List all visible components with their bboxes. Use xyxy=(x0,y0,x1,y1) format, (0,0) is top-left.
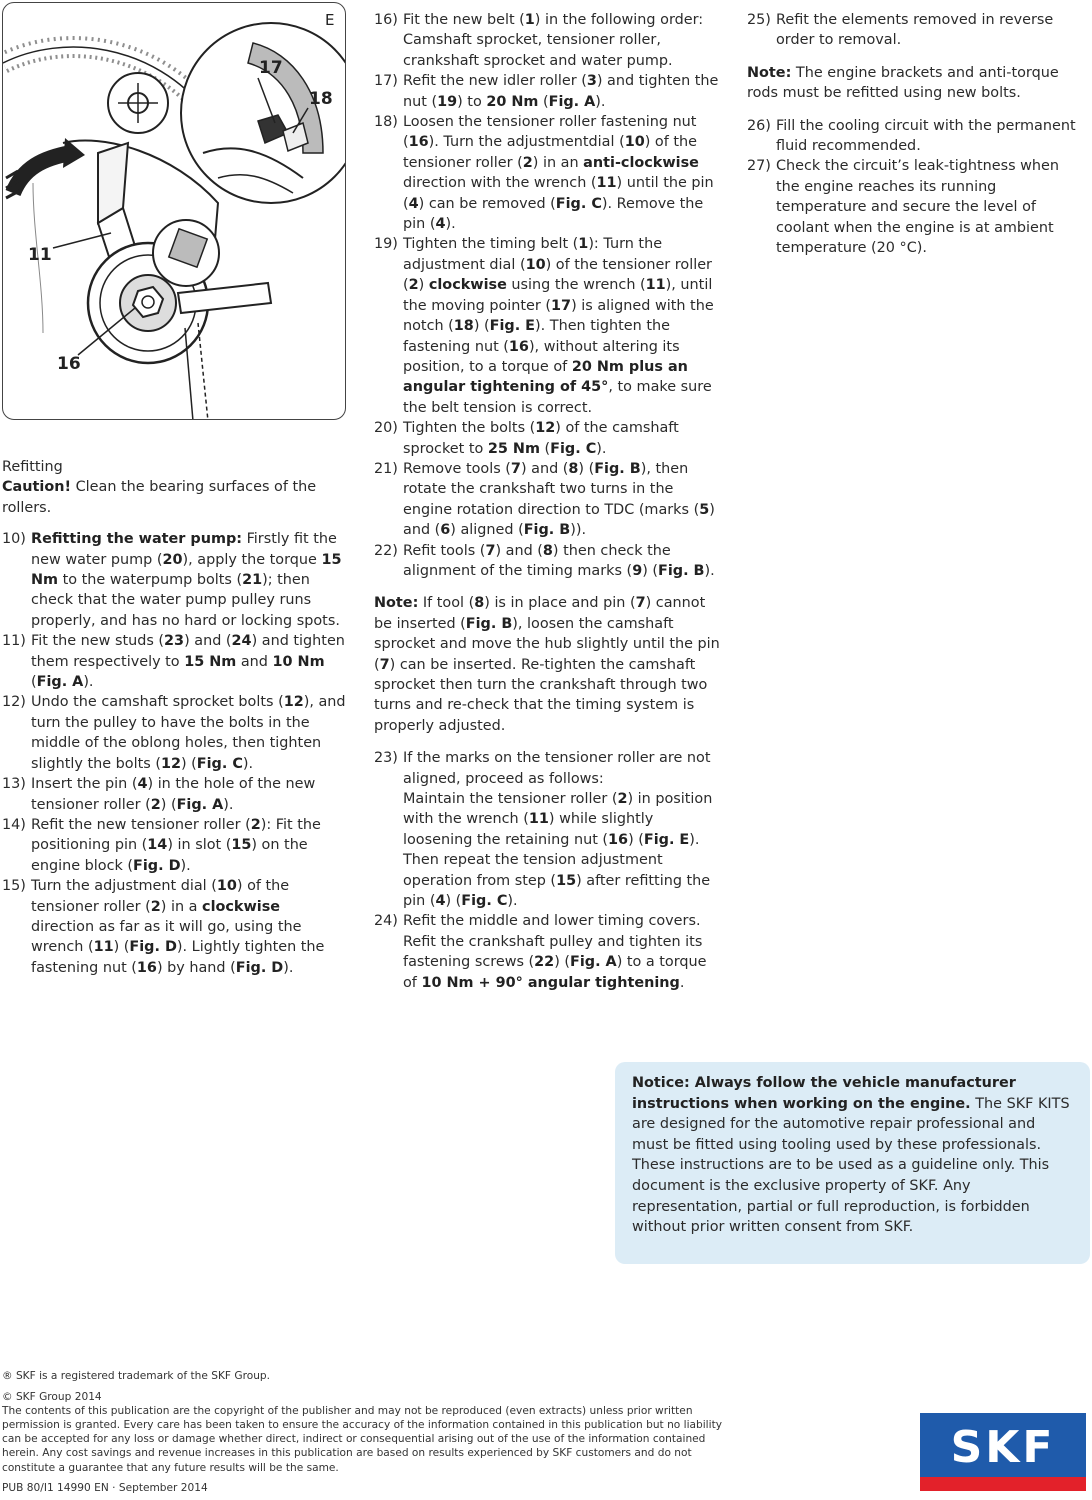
body-text: ). Remove the pin ( xyxy=(403,195,704,233)
body-text: ) in an xyxy=(532,154,584,171)
step-27 xyxy=(747,156,1087,258)
emphasis-text: Refitting the water pump: xyxy=(31,531,242,548)
body-text: ). xyxy=(596,440,607,457)
emphasis-text: 10 Nm xyxy=(272,653,325,670)
emphasis-text: 19 xyxy=(437,93,458,110)
body-text: ) until the pin ( xyxy=(403,175,714,212)
footer xyxy=(2,1369,722,1495)
step-text xyxy=(403,461,715,538)
step-number: 24) xyxy=(374,913,398,930)
body-text: ) in the following order: Camshaft sprocket, tensioner roller, crankshaft sprocket and water pump. xyxy=(403,12,704,69)
body-text: . xyxy=(679,974,685,991)
body-text: ). xyxy=(242,755,254,772)
body-text: ) ( xyxy=(113,939,130,956)
body-text: ) can be removed ( xyxy=(418,195,556,212)
emphasis-text: 25 Nm xyxy=(487,440,540,457)
body-text: Refit the new tensioner roller ( xyxy=(31,816,251,833)
callout-16: 16 xyxy=(57,354,81,374)
step-text xyxy=(776,12,1053,48)
step-11 xyxy=(2,631,346,692)
emphasis-text: 12 xyxy=(283,694,304,711)
body-text: ) and tighten the nut ( xyxy=(403,73,719,110)
caution-body: Clean the bearing surfaces of the rollers. xyxy=(2,479,317,516)
body-text: ). xyxy=(180,857,191,874)
body-text: ) and ( xyxy=(520,460,569,477)
step-14 xyxy=(2,815,346,876)
steps-list-left xyxy=(2,529,346,978)
emphasis-text: Fig. D xyxy=(235,959,284,976)
emphasis-text: 2 xyxy=(522,154,533,171)
emphasis-text: Fig. C xyxy=(461,893,508,910)
emphasis-text: 2 xyxy=(250,816,261,833)
body-text: ). Turn the adjustmentdial ( xyxy=(428,134,625,151)
emphasis-text: Fig. D xyxy=(133,857,181,874)
step-24 xyxy=(374,911,720,993)
emphasis-text: Fig. A xyxy=(176,796,224,813)
note-tool-8 xyxy=(374,593,720,736)
note-engine-brackets xyxy=(747,63,1087,104)
body-text: ) ( xyxy=(445,893,462,910)
body-text: ). xyxy=(83,674,94,691)
emphasis-text: 16 xyxy=(608,831,629,848)
step-number: 20) xyxy=(374,420,398,437)
column-left xyxy=(2,457,346,978)
callout-11: 11 xyxy=(28,245,52,265)
step-10 xyxy=(2,529,346,631)
emphasis-text: 14 xyxy=(147,837,168,854)
emphasis-text: 23 xyxy=(164,633,185,650)
publication-number: PUB 80/I1 14990 EN · September 2014 xyxy=(2,1481,208,1494)
emphasis-text: 16 xyxy=(508,338,529,355)
body-text: Fit the new studs ( xyxy=(31,633,165,650)
step-16 xyxy=(374,10,720,71)
emphasis-text: 11 xyxy=(528,811,549,828)
emphasis-text: 17 xyxy=(551,297,572,314)
step-23 xyxy=(374,748,720,911)
body-text: If tool ( xyxy=(418,595,475,612)
trademark-text: ® SKF is a registered trademark of the SKF Group. xyxy=(2,1370,271,1382)
body-text: ). Then tighten the fastening nut ( xyxy=(403,318,670,355)
body-text: ) in slot ( xyxy=(167,837,232,854)
body-text: ) of the camshaft sprocket to xyxy=(403,420,679,457)
step-number: 17) xyxy=(374,73,398,90)
emphasis-text: 7 xyxy=(510,460,521,477)
skf-logo-graphic xyxy=(920,1413,1086,1491)
emphasis-text: 18 xyxy=(453,318,474,335)
emphasis-text: 6 xyxy=(440,522,451,539)
body-text: to the waterpump bolts ( xyxy=(58,572,243,589)
body-text: ) to xyxy=(457,93,487,110)
emphasis-text: 12 xyxy=(535,420,556,437)
emphasis-text: Fig. C xyxy=(196,755,243,772)
body-text: ); then check that the water pump pulley runs properly, and has no hard or locking spots. xyxy=(31,572,340,629)
body-text: ). xyxy=(445,216,456,233)
body-text: using the wrench ( xyxy=(506,277,646,294)
step-number: 14) xyxy=(2,816,26,833)
body-text: ), then rotate the crankshaft two turns in the engine rotation direction to TDC (marks ( xyxy=(403,460,700,518)
body-text: ( xyxy=(538,93,549,110)
figure-label: E xyxy=(325,11,335,29)
emphasis-text: Fig. A xyxy=(36,674,84,691)
emphasis-text: Fig. E xyxy=(489,318,536,335)
steps-list-right xyxy=(747,10,1087,51)
logo-red-bar xyxy=(920,1477,1086,1491)
step-text xyxy=(31,531,342,629)
step-number: 13) xyxy=(2,776,26,793)
tensioner-illustration xyxy=(3,3,346,420)
body-text: Loosen the tensioner roller fastening nut ( xyxy=(403,114,697,151)
body-text: Check the circuit’s leak-tightness when the engine reaches its running temperature and secure the level of coolant when the engine is at ambient temperature (20 °C). xyxy=(776,158,1060,257)
body-text: Firstly fit the new water pump ( xyxy=(31,531,337,568)
emphasis-text: 3 xyxy=(586,73,597,90)
body-text: and xyxy=(236,653,273,670)
body-text: ) after refitting the pin ( xyxy=(403,872,711,910)
step-text xyxy=(31,817,321,874)
body-text: Fit the new belt ( xyxy=(403,12,525,28)
column-right xyxy=(747,10,1087,258)
emphasis-text: 2 xyxy=(150,796,161,813)
step-number: 25) xyxy=(747,12,771,28)
step-15 xyxy=(2,876,346,978)
step-text xyxy=(403,420,679,456)
body-text: ) ( xyxy=(578,460,595,477)
emphasis-text: Fig. D xyxy=(129,939,177,956)
body-text: Refit the new idler roller ( xyxy=(403,73,587,90)
body-text: ) and ( xyxy=(403,501,715,539)
body-text: ) ( xyxy=(160,796,177,813)
emphasis-text: 7 xyxy=(485,542,496,559)
emphasis-text: Note: xyxy=(374,595,419,612)
callout-17: 17 xyxy=(259,58,283,78)
step-text xyxy=(403,236,714,415)
body-text: ) is aligned with the notch ( xyxy=(403,297,714,335)
emphasis-text: clockwise xyxy=(428,277,507,294)
emphasis-text: 11 xyxy=(93,939,114,956)
emphasis-text: Fig. A xyxy=(570,954,617,971)
step-text xyxy=(403,543,715,579)
emphasis-text: Fig. B xyxy=(523,522,571,539)
body-text: The engine brackets and anti-torque rods must be refitted using new bolts. xyxy=(747,64,1059,102)
emphasis-text: Fig. B xyxy=(594,460,641,477)
step-text xyxy=(403,750,712,909)
emphasis-text: 20 Nm plus an angular tightening of 45° xyxy=(403,358,688,396)
body-text: ) while slightly loosening the retaining nut ( xyxy=(403,811,654,848)
step-number: 21) xyxy=(374,460,398,477)
body-text: If the marks on the tensioner roller are not aligned, proceed as follows: xyxy=(403,750,711,787)
body-text: ) in position with the wrench ( xyxy=(403,791,713,828)
emphasis-text: 1 xyxy=(524,12,535,28)
body-text: ) of the tensioner roller ( xyxy=(403,134,697,171)
step-number: 26) xyxy=(747,117,771,134)
emphasis-text: 2 xyxy=(150,898,161,915)
body-text: direction as far as it will go, using the wrench ( xyxy=(31,918,302,956)
body-text: ) can be inserted. Re-tighten the camshaft sprocket then turn the crankshaft through two turns and re-check that the timing system is properly adjusted. xyxy=(374,656,708,734)
step-13 xyxy=(2,774,346,815)
body-text: ). xyxy=(595,93,606,110)
step-18 xyxy=(374,112,720,234)
skf-logo xyxy=(920,1413,1086,1491)
step-text xyxy=(403,12,703,69)
body-text: ) ( xyxy=(642,562,659,579)
body-text: ) of the tensioner roller ( xyxy=(403,256,712,294)
body-text: ). Lightly tighten the fastening nut ( xyxy=(31,939,325,976)
body-text: , to make sure the belt tension is correct. xyxy=(403,379,712,416)
body-text: ) by hand ( xyxy=(156,959,236,976)
emphasis-text: 16 xyxy=(408,134,429,151)
body-text: ), until the moving pointer ( xyxy=(403,277,713,314)
emphasis-text: 8 xyxy=(542,542,553,559)
caution-label: Caution! xyxy=(2,479,72,496)
body-text: The SKF KITS are designed for the automotive repair professional and must be fitted using tooling used by these professionals. These instructions are to be used as a guideline only. This document is the exclusive property of SKF. Any representation, partial or full reproduction, is forbidden without prior written consent from SKF. xyxy=(632,1095,1070,1236)
body-text: ) is in place and pin ( xyxy=(484,595,636,612)
body-text: Undo the camshaft sprocket bolts ( xyxy=(31,694,284,711)
body-text: ), apply the torque xyxy=(182,551,322,568)
emphasis-text: Fig. C xyxy=(555,195,602,212)
emphasis-text: 16 xyxy=(136,959,157,976)
emphasis-text: 8 xyxy=(474,595,485,612)
emphasis-text: 21 xyxy=(242,572,263,589)
step-22 xyxy=(374,541,720,582)
emphasis-text: 9 xyxy=(632,562,643,579)
body-text: ). xyxy=(704,562,715,579)
step-21 xyxy=(374,459,720,541)
body-text: ) aligned ( xyxy=(450,522,524,539)
step-text xyxy=(31,878,324,976)
emphasis-text: Fig. E xyxy=(643,831,690,848)
step-text xyxy=(403,913,707,990)
emphasis-text: 24 xyxy=(231,633,252,650)
emphasis-text: 4 xyxy=(435,216,446,233)
emphasis-text: 8 xyxy=(568,460,579,477)
emphasis-text: 4 xyxy=(435,893,446,910)
emphasis-text: 2 xyxy=(408,277,419,294)
body-text: ) on the engine block ( xyxy=(31,837,308,874)
notice-box xyxy=(615,1062,1090,1264)
body-text: ), without altering its position, to a torque of xyxy=(403,338,680,375)
step-number: 16) xyxy=(374,12,398,28)
logo-text: SKF xyxy=(950,1422,1056,1473)
body-text: Fill the cooling circuit with the permanent fluid recommended. xyxy=(776,117,1076,155)
emphasis-text: 11 xyxy=(645,277,666,294)
body-text: Refit tools ( xyxy=(403,542,486,559)
emphasis-text: anti-clockwise xyxy=(583,154,699,171)
emphasis-text: 20 Nm xyxy=(486,93,539,110)
body-text: ) and ( xyxy=(184,633,232,650)
body-text: ) and tighten them respectively to xyxy=(31,633,345,670)
body-text: ( xyxy=(31,674,37,691)
disclaimer-text: The contents of this publication are the copyright of the publisher and may not be reproduced (even extracts) unless prior written permission is granted. Every care has been taken to ensure the accuracy of the information contained in this publication but no liability can be accepted for any loss or damage whether direct, indirect or consequential arising out of the use of the information contained herein. Any cost savings and revenue increases in this publication are based on results experienced by SKF customers and do not constitute a guarantee that any future results will be the same. xyxy=(2,1405,722,1474)
emphasis-text: 10 xyxy=(624,134,645,151)
body-text: ). xyxy=(507,893,518,910)
emphasis-text: 2 xyxy=(617,791,628,808)
body-text: ) to a torque of xyxy=(403,954,707,991)
step-text xyxy=(776,158,1059,256)
emphasis-text: 12 xyxy=(160,755,181,772)
emphasis-text: clockwise xyxy=(202,898,281,915)
step-20 xyxy=(374,418,720,459)
figure-e xyxy=(2,2,346,420)
body-text: Tighten the bolts ( xyxy=(403,420,536,437)
body-text: )). xyxy=(570,522,587,539)
step-number: 15) xyxy=(2,878,26,895)
step-text xyxy=(31,633,345,690)
emphasis-text: 20 xyxy=(162,551,183,568)
body-text: ( xyxy=(539,440,551,457)
emphasis-text: Note: xyxy=(747,64,792,81)
refitting-heading: Refitting xyxy=(2,459,63,475)
emphasis-text: Notice: Always follow the vehicle manufacturer instructions when working on the engine. xyxy=(632,1075,1016,1112)
step-25 xyxy=(747,10,1087,51)
emphasis-text: 4 xyxy=(137,776,148,793)
body-text: ), and turn the pulley to have the bolts in the middle of the oblong holes, then tighten slightly the bolts ( xyxy=(31,694,346,772)
step-number: 23) xyxy=(374,750,398,767)
body-text: Refit the elements removed in reverse order to removal. xyxy=(776,12,1054,49)
body-text: ): Turn the adjustment dial ( xyxy=(403,236,663,273)
step-number: 11) xyxy=(2,633,26,650)
step-text xyxy=(31,776,315,812)
step-text xyxy=(31,694,346,771)
body-text: ) cannot be inserted ( xyxy=(374,595,706,632)
body-text: ) ( xyxy=(628,831,644,848)
emphasis-text: 22 xyxy=(534,954,555,971)
step-text xyxy=(776,118,1076,154)
steps-list-right-2 xyxy=(747,116,1087,259)
body-text: Remove tools ( xyxy=(403,460,511,477)
body-text: Insert the pin ( xyxy=(31,776,138,793)
column-middle xyxy=(374,10,720,993)
body-text: ) and ( xyxy=(495,542,543,559)
caution-text xyxy=(2,477,346,518)
emphasis-text: 15 Nm xyxy=(184,653,237,670)
emphasis-text: 11 xyxy=(596,175,617,192)
emphasis-text: 15 xyxy=(231,837,252,854)
emphasis-text: Fig. A xyxy=(548,93,596,110)
step-19 xyxy=(374,234,720,418)
body-text: ) xyxy=(418,277,429,294)
step-number: 18) xyxy=(374,114,398,131)
emphasis-text: Fig. B xyxy=(658,562,705,579)
step-12 xyxy=(2,692,346,774)
callout-18: 18 xyxy=(309,89,333,109)
body-text: ). xyxy=(223,796,234,813)
body-text: ) in a xyxy=(160,898,203,915)
body-text: ). Then repeat the tension adjustment operation from step ( xyxy=(403,831,700,889)
step-number: 22) xyxy=(374,542,398,559)
body-text: ), loosen the camshaft sprocket and move the hub slightly until the pin ( xyxy=(374,615,720,673)
steps-list-middle xyxy=(374,10,720,581)
emphasis-text: 10 xyxy=(525,256,546,273)
body-text: Tighten the timing belt ( xyxy=(403,236,579,253)
body-text: ). xyxy=(283,959,294,976)
body-text: ) ( xyxy=(473,318,490,335)
body-text: Turn the adjustment dial ( xyxy=(31,878,217,895)
steps-list-middle-2 xyxy=(374,748,720,993)
emphasis-text: Fig. C xyxy=(550,440,597,457)
body-text: Maintain the tensioner roller ( xyxy=(403,791,618,808)
emphasis-text: 1 xyxy=(578,236,589,253)
body-text: ) of the tensioner roller ( xyxy=(31,878,290,915)
step-number: 12) xyxy=(2,694,26,711)
notice-text xyxy=(632,1073,1074,1238)
emphasis-text: 15 Nm xyxy=(31,551,342,589)
emphasis-text: Fig. B xyxy=(465,615,513,632)
emphasis-text: 5 xyxy=(699,501,710,518)
step-number: 19) xyxy=(374,236,398,253)
emphasis-text: 7 xyxy=(379,656,390,673)
body-text: ) then check the alignment of the timing marks ( xyxy=(403,542,671,579)
body-text: direction with the wrench ( xyxy=(403,175,597,192)
emphasis-text: 15 xyxy=(556,872,577,889)
body-text: ): Fit the positioning pin ( xyxy=(31,816,321,854)
emphasis-text: 10 xyxy=(216,878,237,895)
step-text xyxy=(403,73,718,109)
step-26 xyxy=(747,116,1087,157)
step-17 xyxy=(374,71,720,112)
emphasis-text: 4 xyxy=(408,195,419,212)
body-text: Refit the middle and lower timing covers. Refit the crankshaft pulley and tighten its fastening screws ( xyxy=(403,913,703,971)
step-number: 10) xyxy=(2,531,26,548)
body-text: ) in the hole of the new tensioner roller ( xyxy=(31,776,316,813)
copyright-text: © SKF Group 2014 xyxy=(2,1391,102,1404)
body-text: ) ( xyxy=(180,755,197,772)
step-text xyxy=(403,114,714,232)
body-text: ) ( xyxy=(554,954,570,971)
emphasis-text: 7 xyxy=(635,595,646,612)
step-number: 27) xyxy=(747,158,771,175)
emphasis-text: 10 Nm + 90° angular tightening xyxy=(421,974,680,991)
